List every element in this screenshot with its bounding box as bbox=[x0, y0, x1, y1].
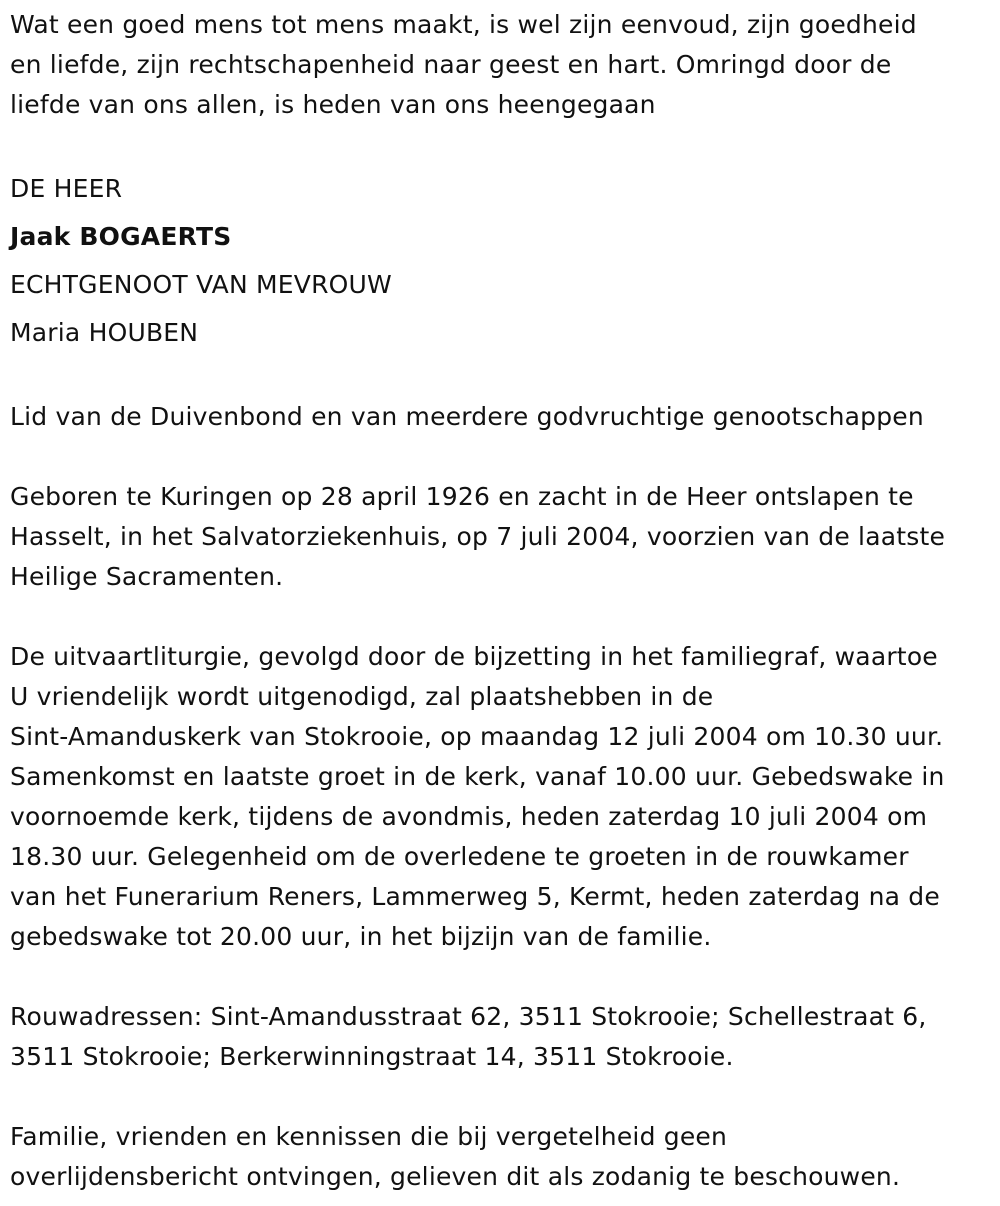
funeral-line: gebedswake tot 20.00 uur, in het bijzijn van de familie. bbox=[10, 922, 712, 951]
funeral-line: voornoemde kerk, tijdens de avondmis, heden zaterdag 10 juli 2004 om bbox=[10, 802, 928, 831]
funeral-line: Samenkomst en laatste groet in de kerk, vanaf 10.00 uur. Gebedswake in bbox=[10, 762, 945, 791]
addresses-paragraph bbox=[10, 997, 1000, 1077]
funeral-line: De uitvaartliturgie, gevolgd door de bijzetting in het familiegraf, waartoe bbox=[10, 642, 938, 671]
closing-line: overlijdensbericht ontvingen, gelieven dit als zodanig te beschouwen. bbox=[10, 1162, 901, 1191]
birth-death-paragraph bbox=[10, 477, 1000, 597]
address-line: Rouwadressen: Sint-Amandusstraat 62, 3511 Stokrooie; Schellestraat 6, bbox=[10, 1002, 927, 1031]
funeral-paragraph bbox=[10, 637, 1000, 957]
birth-death-line: Geboren te Kuringen op 28 april 1926 en zacht in de Heer ontslapen te bbox=[10, 482, 914, 511]
person-block bbox=[10, 165, 1000, 357]
membership-line: Lid van de Duivenbond en van meerdere godvruchtige genootschappen bbox=[10, 402, 924, 431]
spouse-name: Maria HOUBEN bbox=[10, 318, 199, 347]
intro-line: liefde van ons allen, is heden van ons heengegaan bbox=[10, 90, 656, 119]
membership-paragraph bbox=[10, 397, 1000, 437]
intro-line: Wat een goed mens tot mens maakt, is wel zijn eenvoud, zijn goedheid bbox=[10, 10, 917, 39]
birth-death-line: Heilige Sacramenten. bbox=[10, 562, 284, 591]
birth-death-line: Hasselt, in het Salvatorziekenhuis, op 7 juli 2004, voorzien van de laatste bbox=[10, 522, 946, 551]
funeral-line: 18.30 uur. Gelegenheid om de overledene te groeten in de rouwkamer bbox=[10, 842, 909, 871]
address-line: 3511 Stokrooie; Berkerwinningstraat 14, 3511 Stokrooie. bbox=[10, 1042, 734, 1071]
closing-line: Familie, vrienden en kennissen die bij vergetelheid geen bbox=[10, 1122, 728, 1151]
spacer bbox=[10, 357, 1000, 397]
funeral-line: U vriendelijk wordt uitgenodigd, zal plaatshebben in de bbox=[10, 682, 714, 711]
person-title: DE HEER bbox=[10, 174, 123, 203]
relation-label: ECHTGENOOT VAN MEVROUW bbox=[10, 270, 392, 299]
deceased-name: Jaak BOGAERTS bbox=[10, 222, 232, 251]
funeral-line: Sint-Amanduskerk van Stokrooie, op maandag 12 juli 2004 om 10.30 uur. bbox=[10, 722, 944, 751]
spacer bbox=[10, 125, 1000, 165]
closing-paragraph bbox=[10, 1117, 1000, 1197]
intro-line: en liefde, zijn rechtschapenheid naar geest en hart. Omringd door de bbox=[10, 50, 892, 79]
intro-paragraph bbox=[10, 5, 1000, 125]
funeral-line: van het Funerarium Reners, Lammerweg 5, Kermt, heden zaterdag na de bbox=[10, 882, 940, 911]
spacer bbox=[10, 437, 1000, 477]
spacer bbox=[10, 957, 1000, 997]
spacer bbox=[10, 597, 1000, 637]
spacer bbox=[10, 1077, 1000, 1117]
